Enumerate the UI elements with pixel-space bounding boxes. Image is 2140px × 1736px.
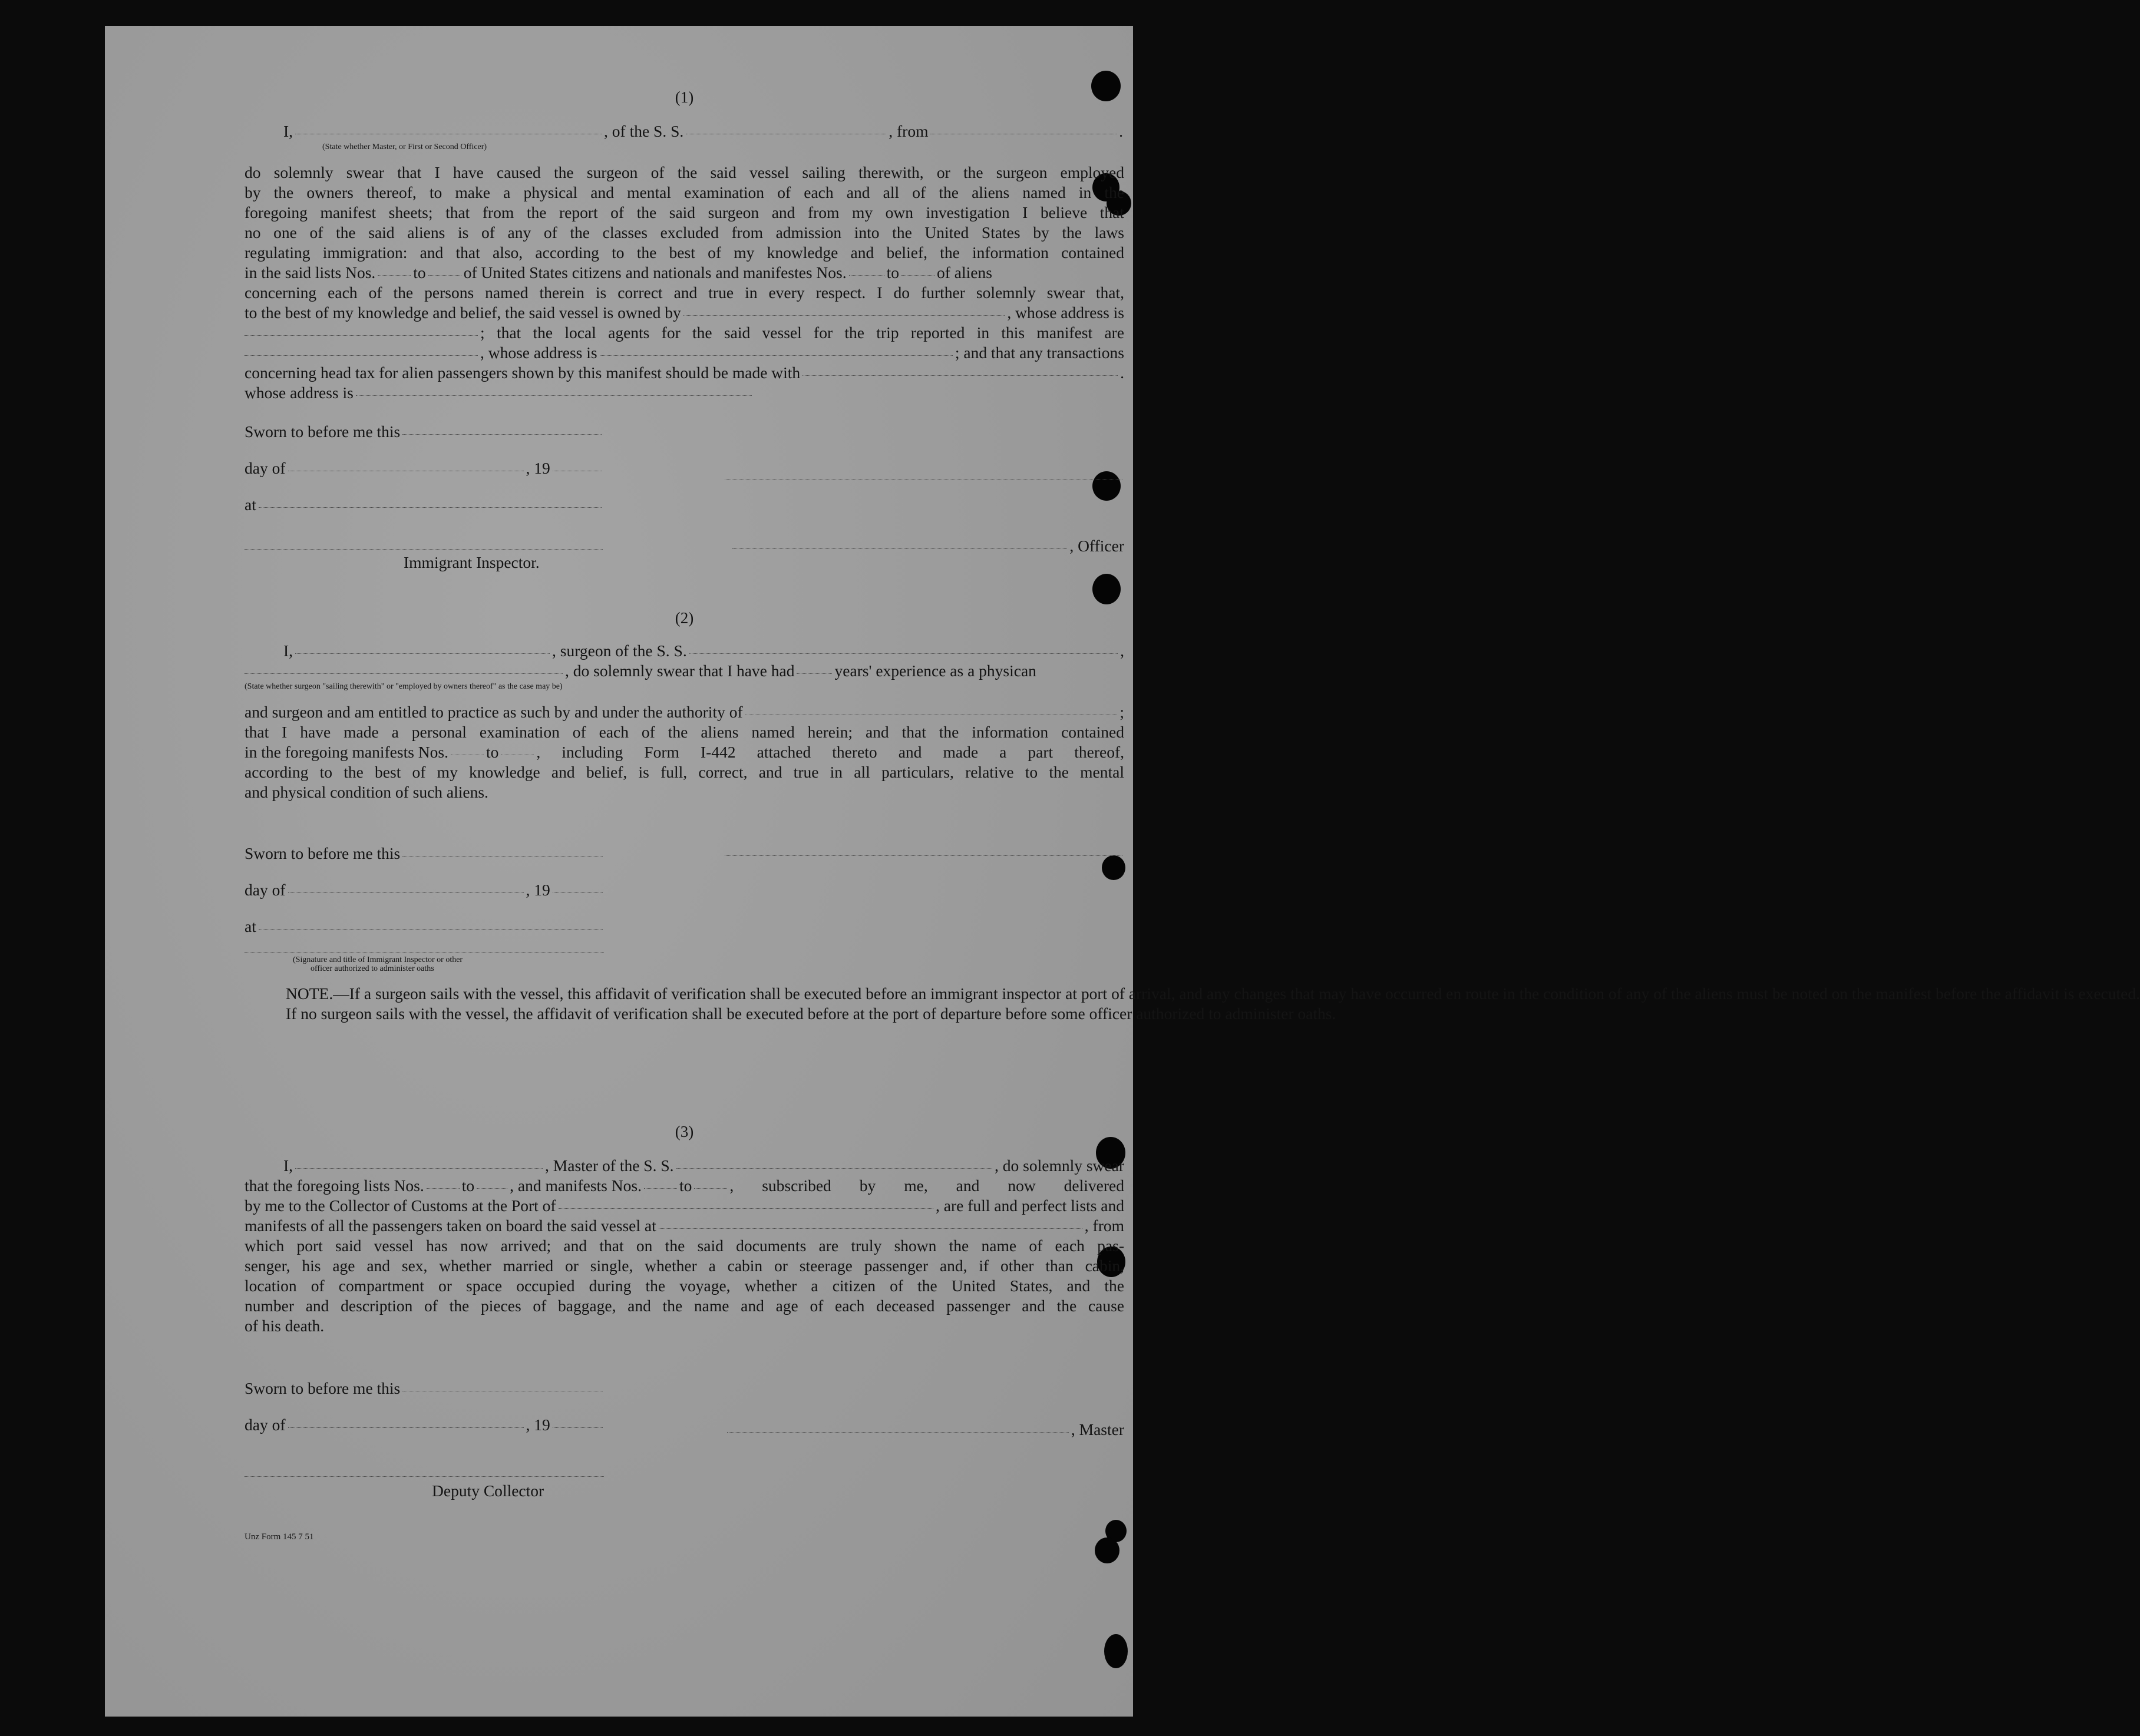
- year-field[interactable]: [553, 892, 603, 893]
- manifest-page: [105, 26, 2140, 1717]
- section-2-header-line: I, , surgeon of the S. S. ,: [283, 642, 1124, 660]
- exam-line: that I have made a personal examination of each of the aliens named herein; and that the information contained: [245, 723, 1124, 741]
- inspector-label: Immigrant Inspector.: [404, 553, 540, 571]
- whose-address-line: whose address is: [245, 383, 775, 403]
- section-2-tail: [245, 762, 1124, 802]
- note-paragraph: If no surgeon sails with the vessel, the affidavit of verification shall be executed before at the port of departure before some officer authorized to administer oaths.: [286, 1004, 1336, 1023]
- owner-address-field[interactable]: [245, 335, 478, 336]
- surgeon-signature-field[interactable]: [725, 855, 1122, 856]
- day-of-line: day of , 19: [245, 880, 605, 900]
- officer-hint: (State whether Master, or First or Second Officer): [322, 143, 487, 151]
- lists-line: in the said lists Nos. to of United States citizens and nationals and manifestes Nos. to of aliens: [245, 263, 992, 282]
- master-vessel-field[interactable]: [676, 1168, 993, 1169]
- section-1-body: [245, 163, 1124, 263]
- at-line: at: [245, 917, 605, 937]
- sworn-date-field[interactable]: [402, 856, 603, 857]
- port-field[interactable]: [559, 1208, 934, 1209]
- sworn-line: Sworn to before me this: [245, 422, 604, 442]
- section-3-body: [245, 1236, 1124, 1336]
- note-paragraph: NOTE.—If a surgeon sails with the vessel, this affidavit of verification shall be executed before an immigrant inspector at port of arrival, and any changes that may have occurred en route in the condition of any of the aliens must be noted on the manifest before the affidavit is executed.: [286, 984, 2140, 1003]
- body-line: number and description of the pieces of baggage, and the name and age of each deceased passenger and the cause: [245, 1297, 1124, 1315]
- headtax-address-field[interactable]: [356, 395, 752, 396]
- body-line: do solemnly swear that I have caused the surgeon of the said vessel sailing therewith, or the surgeon employed: [245, 163, 1124, 181]
- at-field[interactable]: [259, 929, 603, 930]
- day-of-line: day of , 19: [245, 458, 604, 478]
- officer-title-field[interactable]: [732, 548, 1067, 549]
- owner-field[interactable]: [683, 315, 1005, 316]
- surgeon-hint: (State whether surgeon "sailing therewith" or "employed by owners thereof" as the case may be): [245, 682, 563, 691]
- punch-hole: [1102, 855, 1125, 880]
- punch-hole: [1095, 1537, 1119, 1563]
- form-number: Unz Form 145 7 51: [245, 1532, 314, 1542]
- list-from-field[interactable]: [378, 275, 411, 276]
- deputy-label: Deputy Collector: [432, 1482, 544, 1500]
- day-of-line: day of , 19: [245, 1415, 605, 1435]
- officer-line: , Officer: [730, 536, 1124, 556]
- section-3-header-line: I, , Master of the S. S. , do solemnly swear: [283, 1156, 1124, 1175]
- headtax-contact-field[interactable]: [802, 375, 1118, 376]
- body-line: by the owners thereof, to make a physical and mental examination of each and all of the aliens named in the: [245, 183, 1124, 201]
- from-label: , from: [889, 122, 929, 140]
- master-line: , Master: [725, 1420, 1124, 1440]
- day-of-field[interactable]: [288, 1427, 524, 1428]
- owned-line: to the best of my knowledge and belief, the said vessel is owned by , whose address is: [245, 303, 1124, 322]
- body-line: no one of the said aliens is of any of the classes excluded from admission into the United States by the laws: [245, 223, 1124, 242]
- list-to-field[interactable]: [428, 275, 461, 276]
- surgeon-name-field[interactable]: [295, 653, 550, 654]
- headtax-line: concerning head tax for alien passengers shown by this manifest should be made with .: [245, 363, 1124, 382]
- inspector-signature-field[interactable]: [245, 952, 604, 953]
- manifest-from-field[interactable]: [849, 275, 884, 276]
- taken-line: manifests of all the passengers taken on board the said vessel at , from: [245, 1216, 1124, 1235]
- inspector-signature-field[interactable]: [245, 549, 603, 550]
- body-line: and physical condition of such aliens.: [245, 783, 488, 801]
- at-field[interactable]: [259, 507, 602, 508]
- master-signature-field[interactable]: [727, 1432, 1069, 1433]
- collector-line: by me to the Collector of Customs at the Port of , are full and perfect lists and: [245, 1196, 1124, 1215]
- section-3-number: (3): [675, 1123, 694, 1140]
- day-of-field[interactable]: [288, 892, 524, 893]
- punch-hole: [1092, 471, 1121, 501]
- punch-hole: [1104, 1634, 1128, 1668]
- body-line: regulating immigration: and that also, according to the best of my knowledge and belief, the information contained: [245, 243, 1124, 262]
- sworn-line: Sworn to before me this: [245, 1378, 605, 1398]
- agents-field[interactable]: [245, 355, 478, 356]
- manifest-to-field[interactable]: [901, 275, 934, 276]
- i-label: I,: [283, 122, 293, 140]
- agents-line: ; that the local agents for the said vessel for the trip reported in this manifest are: [245, 323, 1124, 343]
- sworn-date-field[interactable]: [402, 434, 602, 435]
- manifests-line: in the foregoing manifests Nos. to , including Form I-442 attached thereto and made a part thereof,: [245, 743, 1124, 761]
- surgeon-vessel-field[interactable]: [689, 653, 1118, 654]
- experience-line: , do solemnly swear that I have had years' experience as a physican: [245, 661, 1124, 681]
- concerning-line: concerning each of the persons named therein is correct and true in every respect. I do further solemnly swear that,: [245, 283, 1124, 302]
- section-2-number: (2): [675, 609, 694, 627]
- surgeon-status-field[interactable]: [245, 673, 563, 674]
- deputy-signature-field[interactable]: [245, 1476, 604, 1477]
- signature-hint: officer authorized to administer oaths: [311, 964, 434, 973]
- year-field[interactable]: [553, 1427, 603, 1428]
- body-line: location of compartment or space occupied during the voyage, whether a citizen of the United States, and the: [245, 1277, 1124, 1295]
- list-from-field[interactable]: [427, 1188, 460, 1189]
- authority-line: and surgeon and am entitled to practice as such by and under the authority of ;: [245, 703, 1124, 721]
- manifest-from-field[interactable]: [644, 1188, 677, 1189]
- sworn-line: Sworn to before me this: [245, 844, 605, 864]
- section-1-header-line: I, , of the S. S. , from .: [283, 122, 1123, 140]
- body-line: foregoing manifest sheets; that from the report of the said surgeon and from my own investigation I believe that: [245, 203, 1124, 221]
- manifest-to-field[interactable]: [694, 1188, 727, 1189]
- section-1-number: (1): [675, 88, 694, 106]
- years-field[interactable]: [797, 673, 832, 674]
- master-name-field[interactable]: [295, 1168, 543, 1169]
- at-line: at: [245, 495, 604, 515]
- lists-line: that the foregoing lists Nos. to , and manifests Nos. to , subscribed by me, and now delivered: [245, 1176, 1124, 1195]
- embarkation-port-field[interactable]: [659, 1228, 1082, 1229]
- body-line: according to the best of my knowledge and belief, is full, correct, and true in all particulars, relative to the mental: [245, 763, 1124, 781]
- agents-address-line: , whose address is ; and that any transactions: [245, 343, 1124, 363]
- signature-hint: (Signature and title of Immigrant Inspector or other: [293, 955, 463, 964]
- note: [245, 984, 2140, 1024]
- agents-address-field[interactable]: [600, 355, 953, 356]
- body-line: senger, his age and sex, whether married or single, whether a cabin or steerage passenger and, if other than cabin,: [245, 1256, 1124, 1275]
- of-the-ss-label: , of the S. S.: [604, 122, 684, 140]
- punch-hole: [1092, 574, 1121, 604]
- list-to-field[interactable]: [477, 1188, 507, 1189]
- body-line: of his death.: [245, 1317, 325, 1335]
- body-line: which port said vessel has now arrived; and that on the said documents are truly shown the name of each pas-: [245, 1236, 1124, 1255]
